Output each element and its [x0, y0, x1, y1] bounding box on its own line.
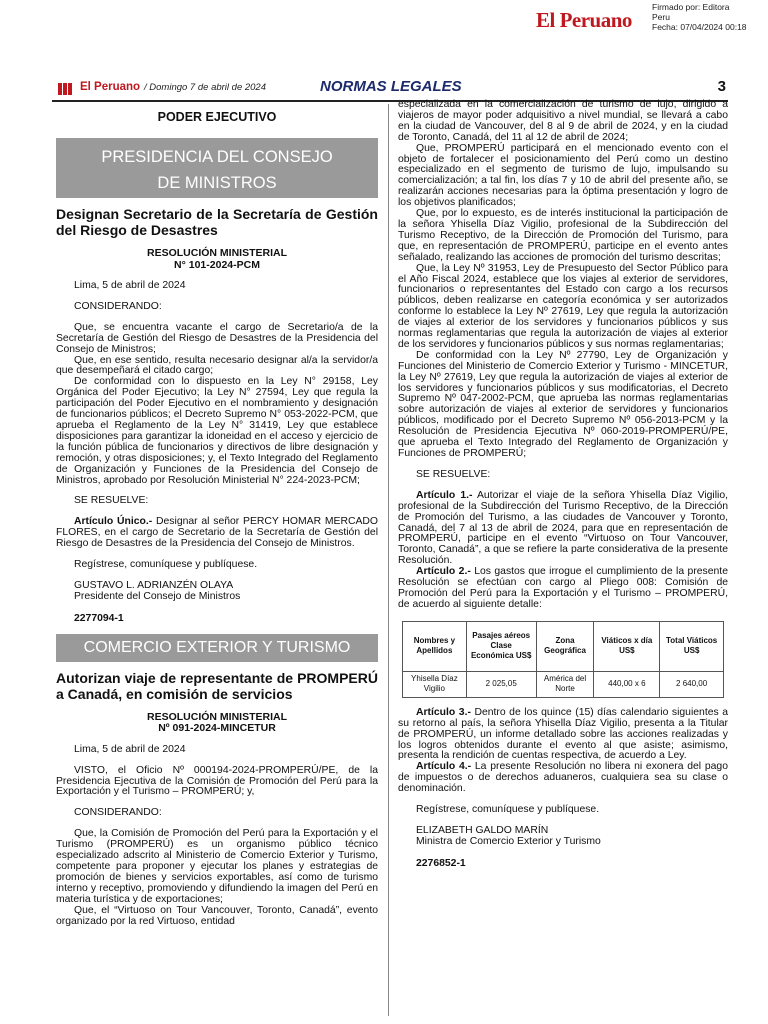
- article-paragraph: [398, 708, 728, 763]
- paragraph: Que, se encuentra vacante el cargo de Secretario/a de la Secretaría de Gestión del Riesgo de Desastres de la Presidencia del Consejo de Ministros;: [56, 321, 378, 355]
- table-cell: Yhisella Díaz Vigilio: [403, 671, 467, 697]
- table-header-cell: Total Viáticos US$: [660, 621, 724, 671]
- section-heading: PODER EJECUTIVO: [157, 110, 277, 124]
- place-date: Lima, 5 de abril de 2024: [74, 743, 186, 755]
- norm-title: Autorizan viaje de representante de PROMPERÚ a Canadá, en comisión de servicios: [56, 669, 378, 702]
- considerando-label: CONSIDERANDO:: [74, 807, 162, 819]
- page-number: 3: [717, 78, 726, 95]
- closing-formula: Regístrese, comuníquese y publíquese.: [416, 804, 600, 816]
- resolution-number: [56, 248, 378, 271]
- paragraph: Que, el “Virtuoso on Tour Vancouver, Toronto, Canadá”, evento organizado por la red Virtuoso, entidad: [56, 904, 378, 927]
- closing-formula: Regístrese, comuníquese y publíquese.: [74, 559, 258, 571]
- article-paragraph: [398, 491, 728, 567]
- signer-name: GUSTAVO L. ADRIANZÉN OLAYA: [74, 579, 234, 591]
- resolution-type: RESOLUCIÓN MINISTERIAL: [146, 247, 287, 259]
- paragraph: Que, por lo expuesto, es de interés institucional la participación de la señora Yhisella Díaz Vigilio, profesional de la Subdirección del Turismo Receptivo, de la Dirección de Promoción del Turismo, para que, en representación de PROMPERÚ, participe en el evento antes señalado, realizando las acciones de promoción del turismo descritas;: [398, 208, 728, 263]
- sector-banner-mincetur: COMERCIO EXTERIOR Y TURISMO: [56, 634, 378, 662]
- article-paragraph: [56, 517, 378, 550]
- norm-title: Designan Secretario de la Secretaría de Gestión del Riesgo de Desastres: [56, 206, 378, 238]
- resolution-number: [56, 712, 378, 735]
- norm-code: 2276852-1: [416, 857, 466, 869]
- signer-role: Ministra de Comercio Exterior y Turismo: [416, 835, 601, 847]
- table-cell: 2 640,00: [660, 671, 724, 697]
- signature-line: Fecha: 07/04/2024 00:18: [652, 22, 747, 32]
- header-date: / Domingo 7 de abril de 2024: [144, 82, 266, 93]
- article-label: Artículo 3.-: [416, 706, 471, 718]
- article-label: Artículo Único.-: [74, 516, 153, 528]
- resolution-id: N° 101-2024-PCM: [174, 258, 260, 271]
- article-text: Autorizar el viaje de la señora Yhisella Díaz Vigilio, profesional de la Subdirección del Turismo Receptivo, de la Dirección de Promoción del Turismo, a las ciudades de Vancouver y Toronto, Canadá, del 7 al 13 de abril de 2024, para que en representación de PROMPERÚ, participe en el evento “Virtuoso on Tour Vancouver, Toronto, Canadá”, a que se refiere la parte considerativa de la presente Resolución.: [398, 489, 728, 567]
- banner-line: PRESIDENCIA DEL CONSEJO: [101, 148, 333, 166]
- resolution-id: Nº 091-2024-MINCETUR: [158, 722, 276, 735]
- el-peruano-logo: El Peruano: [536, 8, 632, 32]
- paragraph: especializada en la comercialización de turismo de lujo, dirigido a viajeros de mayor poder adquisitivo a nivel mundial, se llevará a cabo en la ciudad de Vancouver, del 8 al 9 de abril de 2024, y en la ciudad de Toronto, Canadá, del 11 al 12 de abril de 2024;: [398, 99, 728, 143]
- visto-paragraph: VISTO, el Oficio Nº 000194-2024-PROMPERÚ/PE, de la Presidencia Ejecutiva de la Comisión de Promoción del Perú para la Exportación y el Turismo – PROMPERÚ; y,: [56, 764, 378, 798]
- se-resuelve-label: SE RESUELVE:: [416, 468, 491, 480]
- banner-line: DE MINISTROS: [157, 174, 277, 192]
- paragraph: Que, en ese sentido, resulta necesario designar al/a la servidor/a que desempeñará el citado cargo;: [56, 354, 378, 377]
- se-resuelve-label: SE RESUELVE:: [74, 495, 149, 507]
- article-label: Artículo 2.-: [416, 566, 471, 578]
- left-column: [56, 110, 378, 927]
- paragraph: De conformidad con la Ley Nº 27790, Ley de Organización y Funciones del Ministerio de Comercio Exterior y Turismo - MINCETUR, la Ley Nº 27619, Ley que regula la autorización de viajes al exterior de los servidores y funcionarios públicos y sus modificatorias, el Decreto Supremo Nº 047-2002-PCM, que aprueba las normas reglamentarias sobre autorización de viajes al exterior de servidores y funcionarios públicos, modificado por el Decreto Supremo Nº 056-2013-PCM y la Resolución de Presidencia Ejecutiva Nº 060-2019-PROMPERÚ/PE, que aprueba el Texto Integrado del Reglamento de Organización y Funciones de PROMPERÚ;: [398, 349, 728, 459]
- article-text: Designar al señor PERCY HOMAR MERCADO FLORES, en el cargo de Secretario de la Secretaría de Gestión del Riesgo de Desastres de la Presidencia del Consejo de Ministros.: [56, 516, 378, 550]
- paragraph: Que, PROMPERÚ participará en el mencionado evento con el objeto de fortalecer el posicionamiento del Perú como un destino especializado en el segmento de turismo de lujo, impulsando su comercialización; a tal fin, los días 7 y 10 de abril del presente año, se realizarán acciones necesarias para la óptima presentación y logro de los objetivos planificados;: [398, 142, 728, 209]
- article-paragraph: [398, 567, 728, 611]
- considerando-label: CONSIDERANDO:: [74, 300, 162, 312]
- expenses-table: [402, 621, 724, 698]
- table-header-row: [403, 621, 724, 671]
- table-header-cell: Viáticos x día US$: [594, 621, 660, 671]
- table-cell: 440,00 x 6: [594, 671, 660, 697]
- paragraph: Que, la Comisión de Promoción del Perú para la Exportación y el Turismo (PROMPERÚ) es un organismo público técnico especializado adscrito al Ministerio de Comercio Exterior y Turismo, competente para proponer y ejecutar los planes y estrategias de promoción de bienes y servicios exportables, así como de turismo interno y receptivo, promoviendo y difundiendo la imagen del Perú en materia turística y de exportaciones;: [56, 828, 378, 905]
- signature-line: Peru: [652, 12, 670, 22]
- sector-banner-pcm: [56, 138, 378, 198]
- place-date: Lima, 5 de abril de 2024: [74, 280, 186, 291]
- article-label: Artículo 1.-: [416, 489, 473, 501]
- paragraph: De conformidad con lo dispuesto en la Ley N° 29158, Ley Orgánica del Poder Ejecutivo; la Ley N° 27594, Ley que regula la participación del Poder Ejecutivo en el nombramiento y designación de funcionarios públicos; el Decreto Supremo N° 053-2022-PCM, que aprueba el Reglamento de la Ley N° 31419, Ley que establece disposiciones para garantizar la idoneidad en el acceso y ejercicio de la función pública de funcionarios y directivos de libre designación y remoción, y otras disposiciones; y, el Texto Integrado del Reglamento de Organización y Funciones de la Presidencia del Consejo de Ministros, aprobado por Resolución Ministerial N° 224-2023-PCM;: [56, 376, 378, 486]
- digital-signature: [652, 2, 747, 32]
- article-text: La presente Resolución no libera ni exonera del pago de impuestos o de derechos aduaneros, cualquiera sea su clase o denominación.: [398, 761, 728, 795]
- signer-name: ELIZABETH GALDO MARÍN: [416, 824, 549, 836]
- paragraph: Que, la Ley Nº 31953, Ley de Presupuesto del Sector Público para el Año Fiscal 2024, establece que los viajes al exterior de servidores, funcionarios o representantes del Estado con cargo a los recursos públicos, deben realizarse en categoría económica y ser autorizados conforme lo establece la Ley Nº 27619, Ley que regula la autorización de viajes al exterior de los servidores y funcionarios públicos y sus normas reglamentarias que regula la autorización de viajes al exterior de los servidores y funcionarios públicos y sus normas reglamentarias;: [398, 262, 728, 350]
- table-header-cell: Pasajes aéreos Clase Económica US$: [466, 621, 536, 671]
- table-cell: 2 025,05: [466, 671, 536, 697]
- table-cell: América del Norte: [536, 671, 594, 697]
- table-header-cell: Nombres y Apellidos: [403, 621, 467, 671]
- article-text: Dentro de los quince (15) días calendario siguientes a su retorno al país, la señora Yhisella Díaz Vigilio, presenta a la Titular de PROMPERÚ, un informe detallado sobre las acciones realizadas y los logros obtenidos durante el evento al que asiste; asimismo, presenta la rendición de cuentas respectiva, de acuerdo a Ley.: [398, 706, 728, 762]
- norm-code: 2277094-1: [74, 612, 124, 624]
- table-row: [403, 671, 724, 697]
- header-section: NORMAS LEGALES: [320, 78, 462, 95]
- article-text: Los gastos que irrogue el cumplimiento de la presente Resolución se efectúan con cargo al Pliego 008: Comisión de Promoción del Perú para la Exportación y el Turismo – PROMPERÚ, de acuerdo al siguiente detalle:: [398, 566, 728, 610]
- resolution-type: RESOLUCIÓN MINISTERIAL: [146, 710, 287, 723]
- signer-role: Presidente del Consejo de Ministros: [74, 590, 241, 602]
- table-header-cell: Zona Geográfica: [536, 621, 594, 671]
- article-label: Artículo 4.-: [416, 761, 472, 773]
- peru-flag-icon: [58, 83, 72, 95]
- right-column: [398, 100, 728, 869]
- signature-line: Firmado por: Editora: [652, 2, 730, 12]
- header-brand: El Peruano: [80, 81, 141, 93]
- column-divider: [388, 104, 389, 1016]
- article-paragraph: [398, 762, 728, 795]
